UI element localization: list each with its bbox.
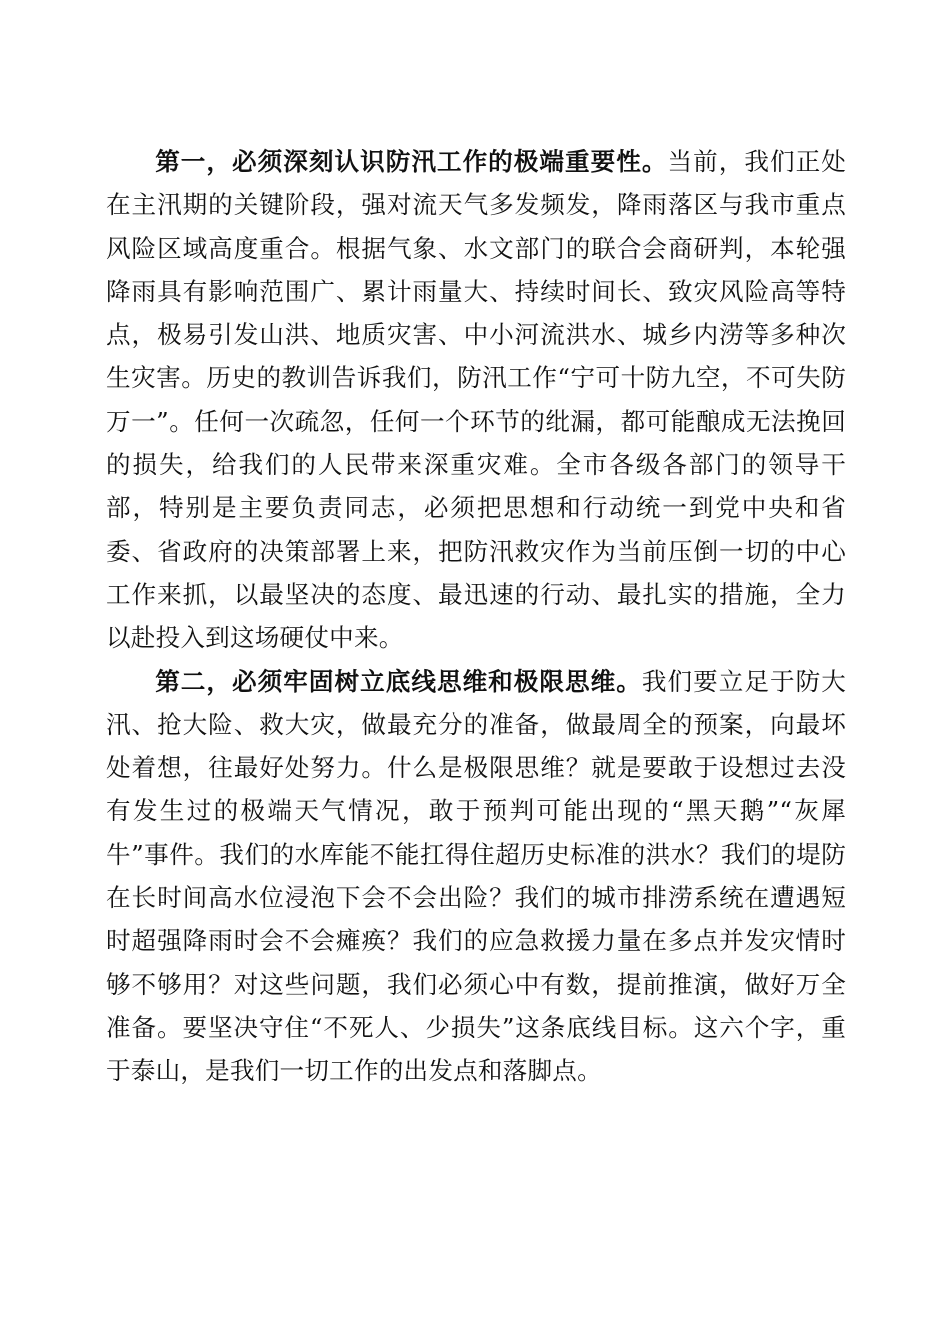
paragraph-second-body: 我们要立足于防大汛、抢大险、救大灾，做最充分的准备，做最周全的预案，向最坏处着想，往最好处努力。什么是极限思维？就是要敢于设想过去没有发生过的极端天气情况，敢于预判可能出现的“黑天鹅”“灰犀牛”事件。我们的水库能不能扛得住超历史标准的洪水？我们的堤防在长时间高水位浸泡下会不会出险？我们的城市排涝系统在遭遇短时超强降雨时会不会瘫痪？我们的应急救援力量在多点并发灾情时够不够用？对这些问题，我们必须心中有数，提前推演，做好万全准备。要坚决守住“不死人、少损失”这条底线目标。这六个字，重于泰山，是我们一切工作的出发点和落脚点。 [106, 666, 846, 1086]
document-page [106, 140, 846, 1093]
paragraph-first-body: 当前，我们正处在主汛期的关键阶段，强对流天气多发频发，降雨落区与我市重点风险区域高度重合。根据气象、水文部门的联合会商研判，本轮强降雨具有影响范围广、累计雨量大、持续时间长、致灾风险高等特点，极易引发山洪、地质灾害、中小河流洪水、城乡内涝等多种次生灾害。历史的教训告诉我们，防汛工作“宁可十防九空，不可失防万一”。任何一次疏忽，任何一个环节的纰漏，都可能酿成无法挽回的损失，给我们的人民带来深重灾难。全市各级各部门的领导干部，特别是主要负责同志，必须把思想和行动统一到党中央和省委、省政府的决策部署上来，把防汛救灾作为当前压倒一切的中心工作来抓，以最坚决的态度、最迅速的行动、最扎实的措施，全力以赴投入到这场硬仗中来。 [106, 147, 846, 653]
paragraph-second-heading: 第二，必须牢固树立底线思维和极限思维。 [155, 666, 642, 696]
paragraph-first-heading: 第一，必须深刻认识防汛工作的极端重要性。 [155, 147, 668, 176]
paragraph-first [106, 140, 846, 660]
paragraph-second [106, 660, 846, 1093]
